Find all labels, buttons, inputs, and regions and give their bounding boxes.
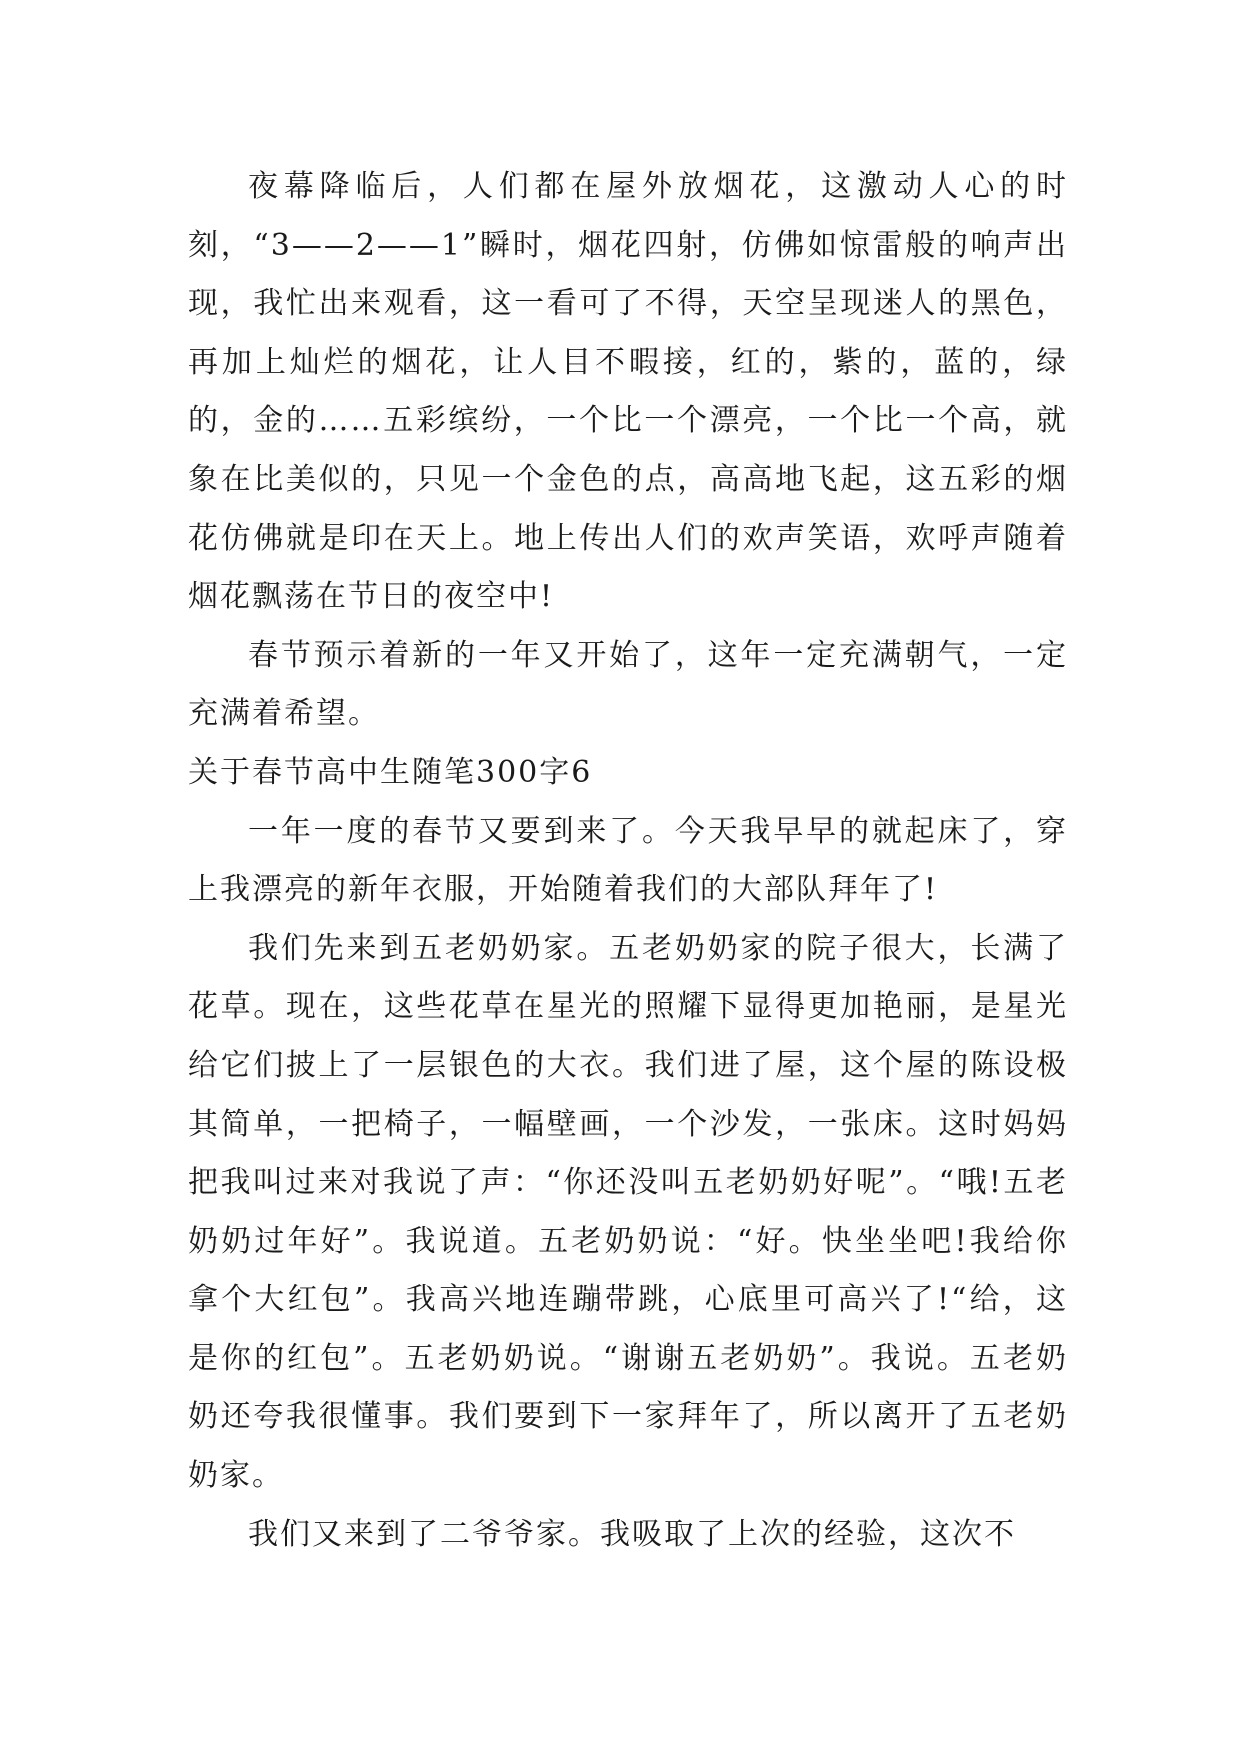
paragraph-new-year-hope: 春节预示着新的一年又开始了，这年一定充满朝气，一定充满着希望。 [188,637,1068,732]
section-title: 关于春节高中生随笔300字6 [188,754,593,790]
paragraph-grandpa-house: 我们又来到了二爷爷家。我吸取了上次的经验，这次不 [248,1516,1016,1552]
document-body [188,158,1068,1564]
paragraph-fireworks: 夜幕降临后，人们都在屋外放烟花，这激动人心的时刻，“3——2——1”瞬时，烟花四射，仿佛如惊雷般的响声出现，我忙出来观看，这一看可了不得，天空呈现迷人的黑色，再加上灿烂的烟花，让人目不暇接，红的，紫的，蓝的，绿的，金的……五彩缤纷，一个比一个漂亮，一个比一个高，就象在比美似的，只见一个金色的点，高高地飞起，这五彩的烟花仿佛就是印在天上。地上传出人们的欢声笑语，欢呼声随着烟花飘荡在节日的夜空中! [188,169,1068,615]
paragraph-grandma-house: 我们先来到五老奶奶家。五老奶奶家的院子很大，长满了花草。现在，这些花草在星光的照耀下显得更加艳丽，是星光给它们披上了一层银色的大衣。我们进了屋，这个屋的陈设极其简单，一把椅子，一幅壁画，一个沙发，一张床。这时妈妈把我叫过来对我说了声：“你还没叫五老奶奶好呢”。“哦!五老奶奶过年好”。我说道。五老奶奶说：“好。快坐坐吧!我给你拿个大红包”。我高兴地连蹦带跳，心底里可高兴了!“给，这是你的红包”。五老奶奶说。“谢谢五老奶奶”。我说。五老奶奶还夸我很懂事。我们要到下一家拜年了，所以离开了五老奶奶家。 [188,930,1068,1494]
paragraph-new-year-visit: 一年一度的春节又要到来了。今天我早早的就起床了，穿上我漂亮的新年衣服，开始随着我们的大部队拜年了! [188,813,1068,908]
